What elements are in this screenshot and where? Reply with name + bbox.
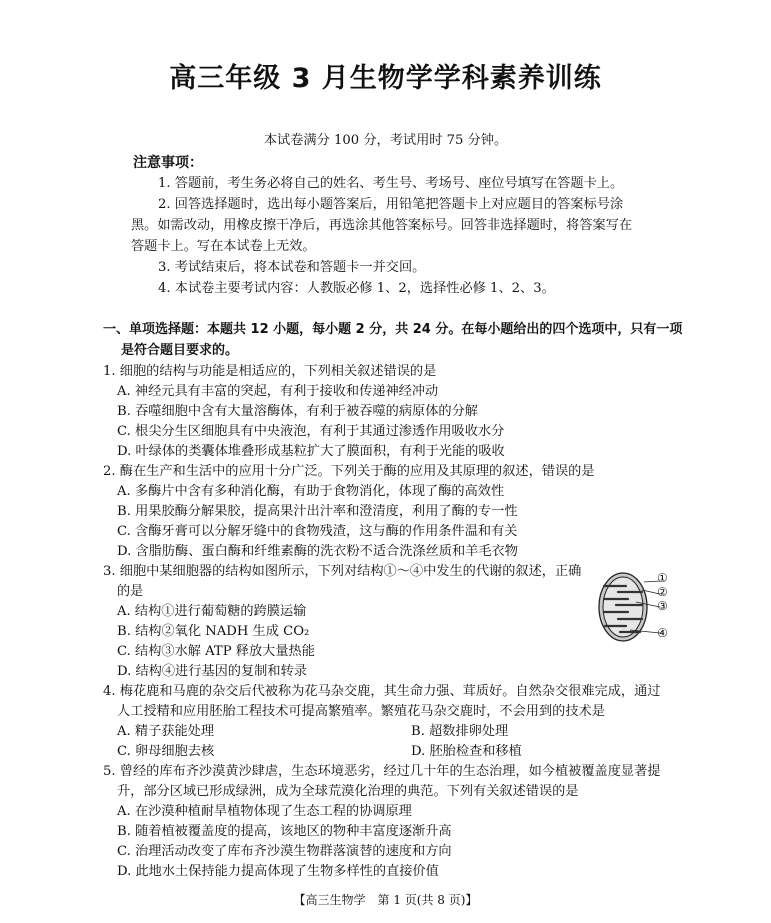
notice-heading: 注意事项： <box>133 155 203 171</box>
question-3-option-d: D. 结构④进行基因的复制和转录 <box>117 664 307 679</box>
question-2-stem: 2. 酶在生产和生活中的应用十分广泛。下列关于酶的应用及其原理的叙述，错误的是 <box>103 464 595 479</box>
question-2-option-a: A. 多酶片中含有多种消化酶，有助于食物消化，体现了酶的高效性 <box>117 484 505 499</box>
page-title: 高三年级 3 月生物学学科素养训练 <box>169 63 602 94</box>
question-1-stem: 1. 细胞的结构与功能是相适应的，下列相关叙述错误的是 <box>103 364 437 379</box>
question-5-stem-cont: 升，部分区域已形成绿洲，成为全球荒漠化治理的典范。下列有关叙述错误的是 <box>117 784 579 799</box>
notice-line: 答题卡上。写在本试卷上无效。 <box>131 239 316 254</box>
question-1-option-c: C. 根尖分生区细胞具有中央液泡，有利于其通过渗透作用吸收水分 <box>117 424 505 439</box>
diagram-label-4: ④ <box>657 626 668 640</box>
question-4-option-a: A. 精子获能处理 <box>117 724 215 739</box>
question-3-stem-cont: 的是 <box>117 584 144 599</box>
subtitle: 本试卷满分 100 分，考试用时 75 分钟。 <box>263 133 508 148</box>
question-4-option-c: C. 卵母细胞去核 <box>117 744 215 759</box>
question-2-option-d: D. 含脂肪酶、蛋白酶和纤维素酶的洗衣粉不适合洗涤丝质和羊毛衣物 <box>117 544 518 559</box>
section-heading-cont: 是符合题目要求的。 <box>121 343 239 358</box>
notice-line: 3. 考试结束后，将本试卷和答题卡一并交回。 <box>158 260 426 275</box>
question-4-option-b: B. 超数排卵处理 <box>411 724 509 739</box>
diagram-label-2: ② <box>657 585 668 599</box>
notice-line: 2. 回答选择题时，选出每小题答案后，用铅笔把答题卡上对应题目的答案标号涂 <box>158 197 624 212</box>
question-5-option-b: B. 随着植被覆盖度的提高，该地区的物种丰富度逐渐升高 <box>117 824 452 839</box>
question-4-stem-cont: 人工授精和应用胚胎工程技术可提高繁殖率。繁殖花马杂交鹿时，不会用到的技术是 <box>117 704 605 719</box>
question-5-option-d: D. 此地水土保持能力提高体现了生物多样性的直接价值 <box>117 864 439 879</box>
notice-line: 4. 本试卷主要考试内容：人教版必修 1、2，选择性必修 1、2、3。 <box>158 281 555 296</box>
question-1-option-b: B. 吞噬细胞中含有大量溶酶体，有利于被吞噬的病原体的分解 <box>117 404 478 419</box>
question-2-option-c: C. 含酶牙膏可以分解牙缝中的食物残渣，这与酶的作用条件温和有关 <box>117 524 518 539</box>
question-5-stem: 5. 曾经的库布齐沙漠黄沙肆虐，生态环境恶劣，经过几十年的生态治理，如今植被覆盖度显著提 <box>103 764 661 779</box>
question-3-stem: 3. 细胞中某细胞器的结构如图所示，下列对结构①～④中发生的代谢的叙述，正确 <box>103 564 582 579</box>
question-3-option-b: B. 结构②氧化 NADH 生成 CO₂ <box>117 624 310 639</box>
question-2-option-b: B. 用果胶酶分解果胶，提高果汁出汁率和澄清度，利用了酶的专一性 <box>117 504 518 519</box>
question-1-option-a: A. 神经元具有丰富的突起，有利于接收和传递神经冲动 <box>117 384 439 399</box>
question-3-option-a: A. 结构①进行葡萄糖的跨膜运输 <box>117 604 307 619</box>
question-4-option-d: D. 胚胎检查和移植 <box>411 744 522 759</box>
notice-line: 黑。如需改动，用橡皮擦干净后，再选涂其他答案标号。回答非选择题时，将答案写在 <box>131 218 633 233</box>
page-footer: 【高三生物学 第 1 页(共 8 页)】 <box>293 893 478 907</box>
section-heading: 一、单项选择题：本题共 12 小题，每小题 2 分，共 24 分。在每小题给出的四个选项中，只有一项 <box>103 322 683 337</box>
diagram-label-3: ③ <box>657 599 668 613</box>
question-5-option-c: C. 治理活动改变了库布齐沙漠生物群落演替的速度和方向 <box>117 844 452 859</box>
question-3-option-c: C. 结构③水解 ATP 释放大量热能 <box>117 644 315 659</box>
diagram-label-1: ① <box>657 571 668 585</box>
notice-line: 1. 答题前，考生务必将自己的姓名、考生号、考场号、座位号填写在答题卡上。 <box>158 176 624 191</box>
question-5-option-a: A. 在沙漠种植耐旱植物体现了生态工程的协调原理 <box>117 804 412 819</box>
question-4-stem: 4. 梅花鹿和马鹿的杂交后代被称为花马杂交鹿，其生命力强、茸质好。自然杂交很难完成，通过 <box>103 684 661 699</box>
question-1-option-d: D. 叶绿体的类囊体堆叠形成基粒扩大了膜面积，有利于光能的吸收 <box>117 444 505 459</box>
